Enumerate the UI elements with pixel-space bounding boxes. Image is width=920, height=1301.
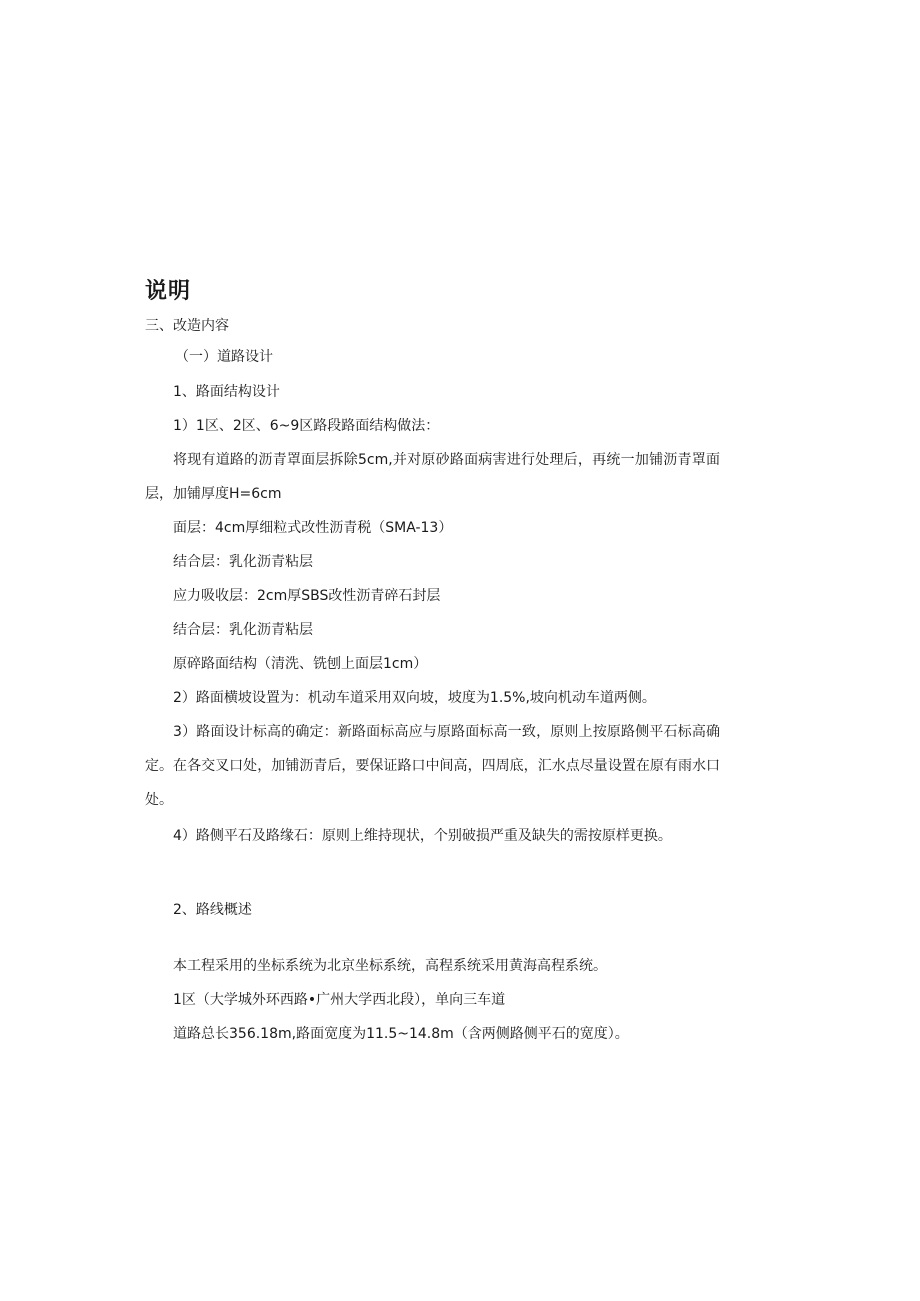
subsection-heading: （一）道路设计 <box>175 349 273 365</box>
route-length-width: 道路总长356.18m,路面宽度为11.5~14.8m（含两侧路侧平石的宽度）。 <box>173 1026 629 1042</box>
page-title: 说明 <box>145 279 192 304</box>
route-coordinate-system: 本工程采用的坐标系统为北京坐标系统，高程系统采用黄海高程系统。 <box>173 958 607 974</box>
paragraph-overlay-removal: 将现有道路的沥青罩面层拆除5cm,并对原砂路面病害进行处理后，再统一加铺沥青罩面层，加铺厚度H=6cm <box>145 452 720 502</box>
layer-item: 面层：4cm厚细粒式改性沥青税（SMA-13） <box>173 520 453 536</box>
layer-item: 应力吸收层：2cm厚SBS改性沥青碎石封层 <box>173 588 441 604</box>
item-curb-stones: 4）路侧平石及路缘石：原则上维持现状，个别破损严重及缺失的需按原样更换。 <box>173 828 672 844</box>
item-heading-route-overview: 2、路线概述 <box>173 902 252 918</box>
item-cross-slope: 2）路面横坡设置为：机动车道采用双向坡，坡度为1.5%,坡向机动车道两侧。 <box>173 690 656 706</box>
layer-item: 原碎路面结构（清洗、铣刨上面层1cm） <box>173 656 428 672</box>
paragraph-elevation: 3）路面设计标高的确定：新路面标高应与原路面标高一致，原则上按原路侧平石标高确定。在各交叉口处，加铺沥青后，要保证路口中间高，四周底，汇水点尽量设置在原有雨水口处。 <box>145 724 720 808</box>
item-heading-pavement-structure: 1、路面结构设计 <box>173 384 280 400</box>
item-structure-method: 1）1区、2区、6~9区路段路面结构做法： <box>173 418 440 434</box>
layer-item: 结合层：乳化沥青粘层 <box>173 554 313 570</box>
section-heading: 三、改造内容 <box>145 318 229 334</box>
route-zone-1: 1区（大学城外环西路•广州大学西北段），单向三车道 <box>173 992 506 1008</box>
layer-item: 结合层：乳化沥青粘层 <box>173 622 313 638</box>
